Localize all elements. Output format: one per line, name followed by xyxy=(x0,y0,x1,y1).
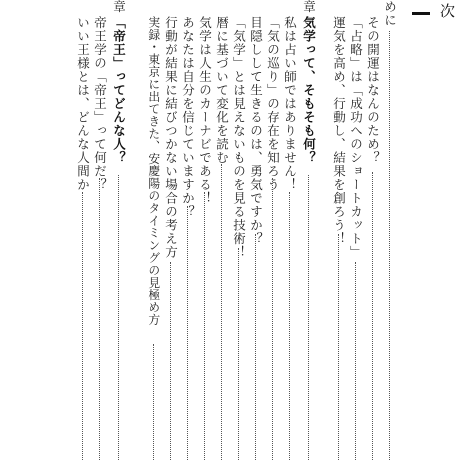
toc-leader xyxy=(338,234,339,460)
toc-entry[interactable]: 暦に基づいて変化を読む xyxy=(214,16,230,165)
toc-chapter-title[interactable]: 「帝王」ってどんな人？ xyxy=(111,16,127,165)
toc-leader xyxy=(289,192,290,460)
toc-entry[interactable]: 気学は人生のカーナビである！ xyxy=(197,16,213,205)
toc-entry-intro-heading[interactable]: めに xyxy=(382,0,398,27)
toc-entry[interactable]: その開運はなんのため？ xyxy=(365,16,381,165)
toc-leader xyxy=(272,178,273,460)
toc-leader xyxy=(255,234,256,460)
toc-entry[interactable]: 行動が結果に結びつかない場合の考え方 xyxy=(163,16,179,259)
toc-leader xyxy=(153,344,154,460)
toc-chapter-label: 章 xyxy=(111,0,127,14)
toc-entry[interactable]: 運気を高め、行動し、結果を創ろう！ xyxy=(331,16,347,246)
toc-entry[interactable]: あなたは自分を信じていますか？ xyxy=(180,16,196,219)
toc-leader xyxy=(238,248,239,460)
toc-leader xyxy=(372,172,373,460)
toc-entry[interactable]: 帝王学の「帝王」って何だ？ xyxy=(92,16,108,192)
toc-leader xyxy=(308,175,309,460)
toc-chapter-title[interactable]: 気学って、そもそも何？ xyxy=(301,16,317,165)
toc-entry[interactable]: 私は占い師ではありません！ xyxy=(282,16,298,192)
toc-entry[interactable]: 「占略」は「成功へのショートカット」 xyxy=(348,16,364,259)
toc-leader xyxy=(82,192,83,460)
toc-leader xyxy=(355,262,356,460)
toc-leader xyxy=(170,262,171,460)
toc-title-char: 次 xyxy=(440,2,456,20)
toc-leader xyxy=(389,31,390,460)
toc-leader xyxy=(204,192,205,460)
toc-leader xyxy=(99,178,100,460)
toc-entry[interactable]: 実録・東京に出てきた、安慶陽のタイミングの見極め方 xyxy=(146,16,161,326)
toc-leader xyxy=(118,175,119,460)
toc-leader xyxy=(187,206,188,460)
toc-chapter-label: 章 xyxy=(301,0,317,14)
toc-leader xyxy=(221,164,222,460)
title-rule xyxy=(412,12,430,15)
toc-entry[interactable]: 目隠しして生きるのは、勇気ですか？ xyxy=(248,16,264,246)
toc-entry[interactable]: いい王様とは、どんな人間か xyxy=(75,16,91,192)
toc-entry[interactable]: 「気学」とは見えないものを見る技術！ xyxy=(231,16,247,259)
toc-entry[interactable]: 「気の巡り」の存在を知ろう xyxy=(265,16,281,192)
